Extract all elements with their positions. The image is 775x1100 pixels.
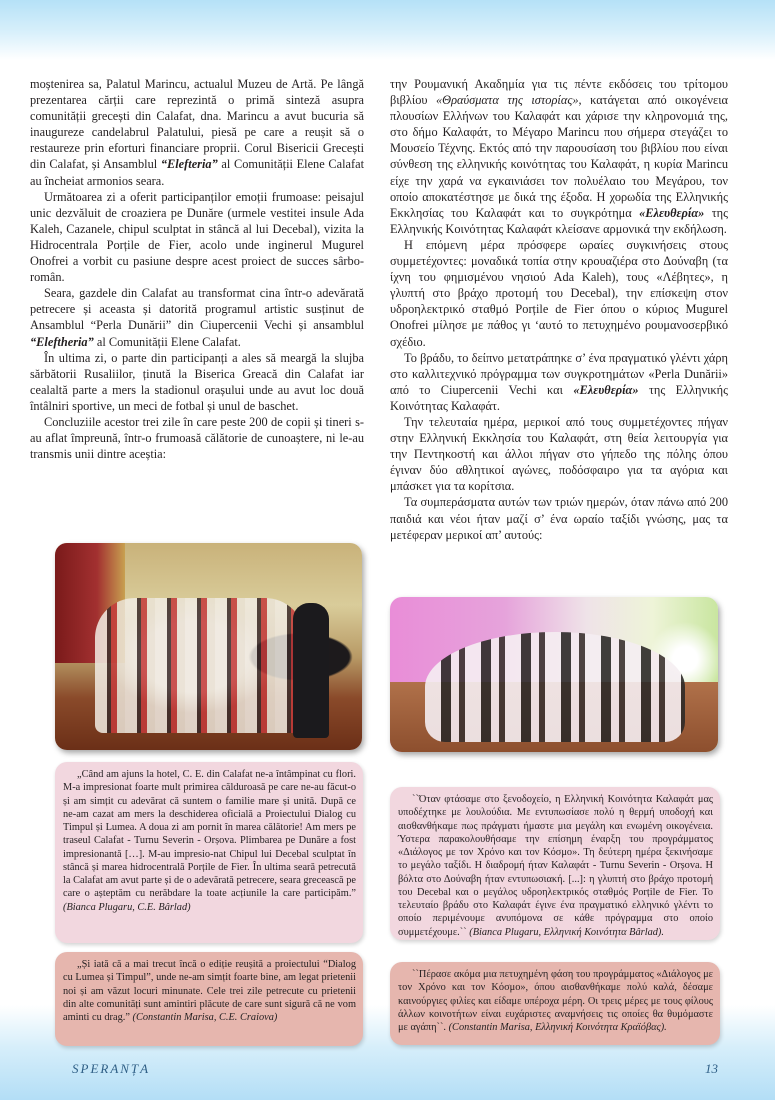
page-number: 13 [705,1061,718,1076]
testimonial-text: ``Όταν φτάσαμε στο ξενοδοχείο, η Ελληνική Κοινότητα Καλαφάτ μας υποδέχτηκε με λουλούδια. Με εντυπωσίασε πολύ η θερμή υποδοχή και αισθανθήκαμε πως πράγματι ήμαστε μια μεγάλη και ενωμένη οικογένεια. Ύστερα παρακολουθήσαμε την επίσημη έναρξη του προγράμματος «Διάλογος με τον Χρόνο και τον Κόσμο». Τη δεύτερη ημέρα ξεκινήσαμε το μεγάλο ταξίδι. Η διαδρομή ήταν Καλαφάτ - Turnu Severin - Orșova. Η βόλτα στο Δούναβη ήταν εντυπωσιακή. [...]: η γλυπτή στο βράχο προτομή του Decebal και ο μεγάλος υδροηλεκτρικός σταθμός Porțile de Fier. Το τελευταίο βράδυ στο Καλαφάτ έγινε ένα πραγματικό ελληνικό γλέντι το οποίο περιμένουμε ανυπόμονα σε κάθε πρόγραμμα στο οποίο συμμετέχουμε.`` [398,794,713,938]
testimonial-box-ro-1 [55,762,363,943]
testimonial-author: (Constantin Marisa, C.E. Craiova) [132,1012,278,1023]
paragraph: Το βράδυ, το δείπνο μετατράπηκε σ’ ένα πραγματικό γλέντι χάρη στο καλλιτεχνικό πρόγραμμα των συγκροτημάτων «Perla Dunării» από το Ciupercenii Vechi και «Ελευθερία» της Ελληνικής Κοινότητας Καλαφάτ. [390,350,728,413]
paragraph: την Ρουμανική Ακαδημία για τις πέντε εκδόσεις του τρίτομου βιβλίου «Θραύσματα της ιστορίας», κατάγεται από οικογένεια πλουσίων Ελλήνων του Καλαφάτ και χάρισε την κληρονομιά της, στο δήμο Καλαφάτ, το Μέγαρο Marincu που σήμερα στεγάζει το Μουσείο Τέχνης. Εκτός από την παρουσίαση του βιβλίου που είναι σύνθεση της ελληνικής κοινότητας του Καλαφάτ, η κυρία Marincu είχε την χαρά να εγκαινιάσει τον πολυέλαιο του Μεγάρου, τον οποίο αποκατέστησε με δικά της έξοδα. Η χορωδία της Ελληνικής Εκκλησίας του Καλαφάτ και το συγκρότημα «Ελευθερία» της Ελληνικής Κοινότητας Καλαφάτ κλείσανε αρμονικά την εκδήλωση. [390,77,728,236]
testimonial-text: „Și iată că a mai trecut încă o ediție reușită a proiectului “Dialog cu Lumea și Timpul”, unde ne-am simțit foarte bine, am legat prietenii noi și am văzut locuri minunate. Cele trei zile petrecute cu prietenii din alte comunități sunt amintiri plăcute de care sunt sigură că ne vom aminti cu drag.” [63,959,356,1023]
conductor [293,603,329,738]
magazine-title: SPERANȚA [72,1061,151,1076]
paragraph: În ultima zi, o parte din participanți a ales să meargă la slujba sărbătorii Rusaliilor, ținută la Biserica Greacă din Calafat iar cealaltă parte a mers la stadionul orașului unde au avut loc două întâlniri sportive, un meci de fotbal și unul de baschet. [30,350,364,413]
ensemble-name: «Ελευθερία» [639,205,705,220]
ensemble-name: “Eleftheria” [30,334,94,349]
testimonial-box-ro-2 [55,952,363,1046]
testimonial-text: „Când am ajuns la hotel, C. E. din Calafat ne-a întâmpinat cu flori. M-a impresionat foarte mult primirea călduroasă pe care ne-au făcut-o și am simțit cu adevărat că suntem o familie mare și unită. După ce ne-am cazat am mers la deschiderea oficială a Proiectului Dialog cu Timpul și Lumea. A doua zi am pornit în marea călătorie! Am mers pe traseul Calafat - Turnu Severin - Orșova. Plimbarea pe Dunăre a fost impresionantă […]. M-au impresio-nat Chipul lui Decebal sculptat în stâncă și marea hidrocentrală Porțile de Fier. În ultima seară petrecută la Calafat am avut parte și de o adevărată petrecere, seara grecească pe care o așteptăm cu nerăbdare la toate acțiunile la care participăm.” [63,769,356,900]
paragraph: Următoarea zi a oferit participanților emoții frumoase: peisajul unic dezvăluit de croaziera pe Dunăre (urmele vestitei insule Ada Kaleh, Cazanele, chipul sculptat in stâncă al lui Decebal), vizita la Hidrocentrala Porțile de Fier, acolo unde inginerul Mugurel Onofrei a vorbit cu pasiune despre acest proiect de succes sârbo-român. [30,189,364,285]
paragraph: Η επόμενη μέρα πρόσφερε ωραίες συγκινήσεις στους συμμετέχοντες: μοναδικά τοπία στην κρουαζιέρα στο Δούναβη (τα ίχνη του φημισμένου νησιού Ada Kaleh), τους «Λέβητες», η γλυπτή στο βράχο προτομή του Decebal), την επίσκεψη στον υδροηλεκτρικό σταθμό Porțile de Fier όπου ο κύριος Mugurel Onofrei μίλησε με πάθος γι ‘αυτό το πετυχημένο ρουμανοσερβικό σχέδιο. [390,237,728,349]
testimonial-box-gr-2 [390,962,720,1045]
testimonial-text: ``Πέρασε ακόμα μια πετυχημένη φάση του προγράμματος «Διάλογος με τον Χρόνο και τον Κόσμο», όπου αισθανθήκαμε πολύ καλά, δέσαμε καινούργιες φιλίες και είδαμε υπέροχα μέρη. Οι τρεις μέρες με τους φίλους άλλων κοινοτήτων είναι ευχάριστες αναμνήσεις τις οποίες θα θυμόμαστε με αγάπη``. [398,969,713,1033]
header-gradient-band [0,0,775,60]
dance-photo [390,597,718,752]
circle-dancers [425,632,685,742]
testimonial-author: (Bianca Plugaru, Ελληνική Κοινότητα Bârlad). [469,926,664,938]
romanian-article-column [30,76,364,462]
ensemble-name: «Ελευθερία» [573,382,639,397]
paragraph: Concluziile acestor trei zile în care peste 200 de copii și tineri s-au aflat împreună, într-o frumoasă călătorie de cunoaștere, ni le-au transmis unii dintre aceștia: [30,414,364,462]
testimonial-author: (Bianca Plugaru, C.E. Bârlad) [63,901,191,913]
paragraph: moștenirea sa, Palatul Marincu, actualul Muzeu de Artă. Pe lângă prezentarea cărții care reprezintă o primă sinteză asupra comunității grecești din Calafat, dna. Marincu a avut bucuria să inaugureze candelabrul Palatului, piesă pe care a reușit să o restaureze prin eforturi financiare proprii. Corul Bisericii Grecești din Calafat, și Ansamblul “Elefteria” al Comunității Elene Calafat au încheiat armonios seara. [30,77,364,188]
paragraph: Τα συμπεράσματα αυτών των τριών ημερών, όταν πάνω από 200 παιδιά και νέοι ήταν μαζί σ’ ένα ωραίο ταξίδι γνώσης, μας τα μετέφεραν μερικοί απ’ αυτούς: [390,495,728,542]
paragraph: Την τελευταία ημέρα, μερικοί από τους συμμετέχοντες πήγαν στην Ελληνική Εκκλησία του Καλαφάτ, στη θεία λειτουργία για την Πεντηκοστή και άλλοι πήγαν στο γήπεδο της πόλης όπου έγιναν δύο αθλητικοί αγώνες, ποδόσφαιρο για τα αγόρια και μπάσκετ για τα κορίτσια. [390,414,728,494]
ensemble-name: “Elefteria” [160,157,218,172]
greek-article-column [390,76,728,543]
paragraph: Seara, gazdele din Calafat au transformat cina într-o adevărată petrecere și aceasta și datorită programul artistic susținut de Ansamblul “Perla Dunării” din Ciupercenii Vechi și ansamblul “Eleftheria” al Comunității Elene Calafat. [30,286,364,349]
testimonial-box-gr-1 [390,787,720,940]
testimonial-author: (Constantin Marisa, Ελληνική Κοινότητα Κραϊόβας). [448,1022,667,1033]
book-title: «Θραύσματα της ιστορίας» [435,93,579,108]
choir-singers [95,598,305,733]
choir-photo [55,543,362,750]
